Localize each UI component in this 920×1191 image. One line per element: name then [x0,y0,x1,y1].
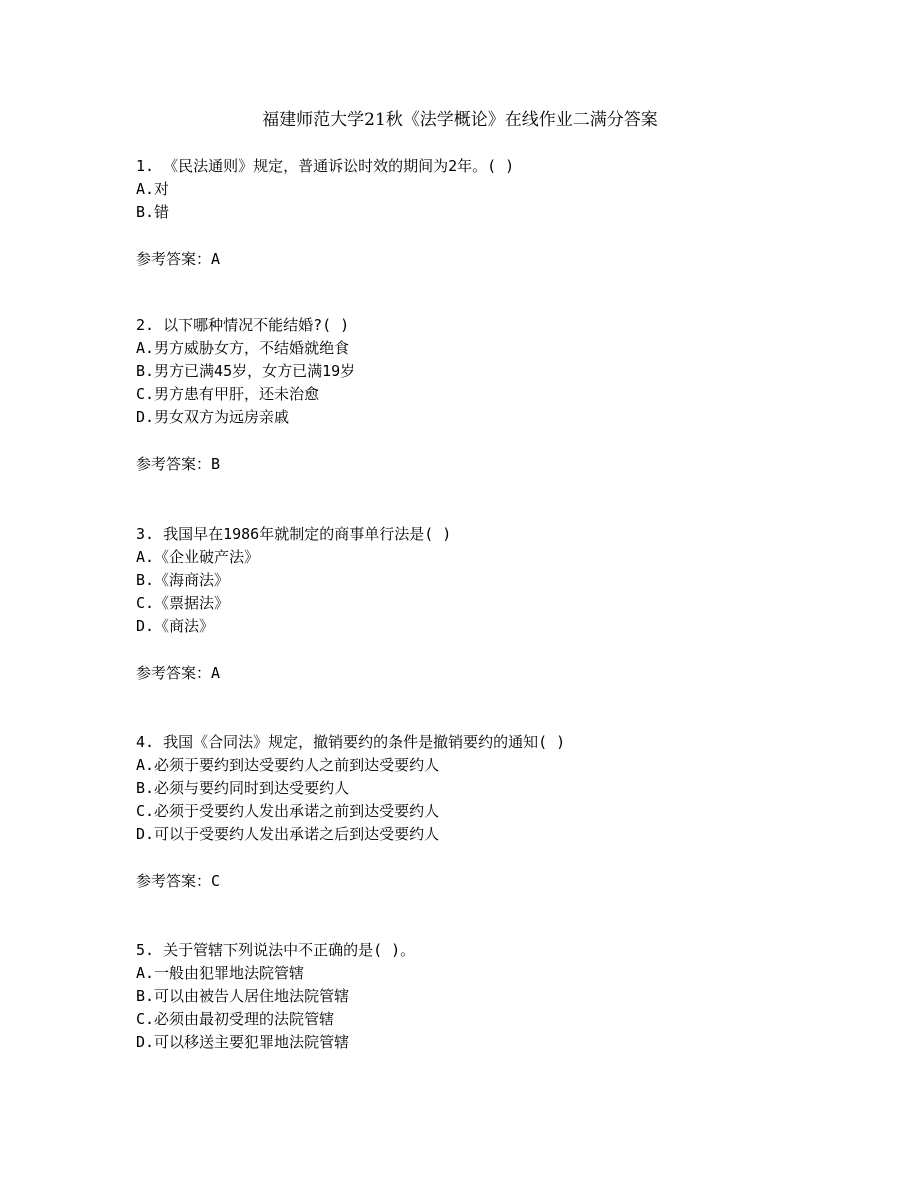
question-3 [136,523,856,685]
question-stem: 2. 以下哪种情况不能结婚?( ) [136,316,350,334]
question-stem: 1. 《民法通则》规定，普通诉讼时效的期间为2年。( ) [136,157,515,175]
question-1 [136,155,856,271]
question-5 [136,939,856,1054]
reference-answer: 参考答案：A [136,664,221,682]
option-c: C.必须由最初受理的法院管辖 [136,1010,335,1028]
option-d: D.可以于受要约人发出承诺之后到达受要约人 [136,825,440,843]
option-c: C.《票据法》 [136,594,230,612]
option-b: B.错 [136,203,170,221]
option-d: D.《商法》 [136,617,215,635]
option-c: C.男方患有甲肝，还未治愈 [136,385,320,403]
reference-answer: 参考答案：C [136,872,221,890]
question-4 [136,731,856,893]
option-d: D.可以移送主要犯罪地法院管辖 [136,1033,350,1051]
question-2 [136,314,856,476]
option-d: D.男女双方为远房亲戚 [136,408,290,426]
question-stem: 4. 我国《合同法》规定，撤销要约的条件是撤销要约的通知( ) [136,733,566,751]
option-b: B.男方已满45岁，女方已满19岁 [136,362,356,380]
reference-answer: 参考答案：B [136,455,221,473]
question-stem: 5. 关于管辖下列说法中不正确的是( )。 [136,941,416,959]
option-a: A.《企业破产法》 [136,548,260,566]
reference-answer: 参考答案：A [136,250,221,268]
option-c: C.必须于受要约人发出承诺之前到达受要约人 [136,802,440,820]
page-title: 福建师范大学21秋《法学概论》在线作业二满分答案 [262,110,658,130]
option-b: B.必须与要约同时到达受要约人 [136,779,350,797]
option-b: B.可以由被告人居住地法院管辖 [136,987,350,1005]
option-a: A.必须于要约到达受要约人之前到达受要约人 [136,756,440,774]
question-stem: 3. 我国早在1986年就制定的商事单行法是( ) [136,525,452,543]
option-b: B.《海商法》 [136,571,230,589]
option-a: A.一般由犯罪地法院管辖 [136,964,305,982]
option-a: A.对 [136,180,170,198]
option-a: A.男方威胁女方，不结婚就绝食 [136,339,350,357]
